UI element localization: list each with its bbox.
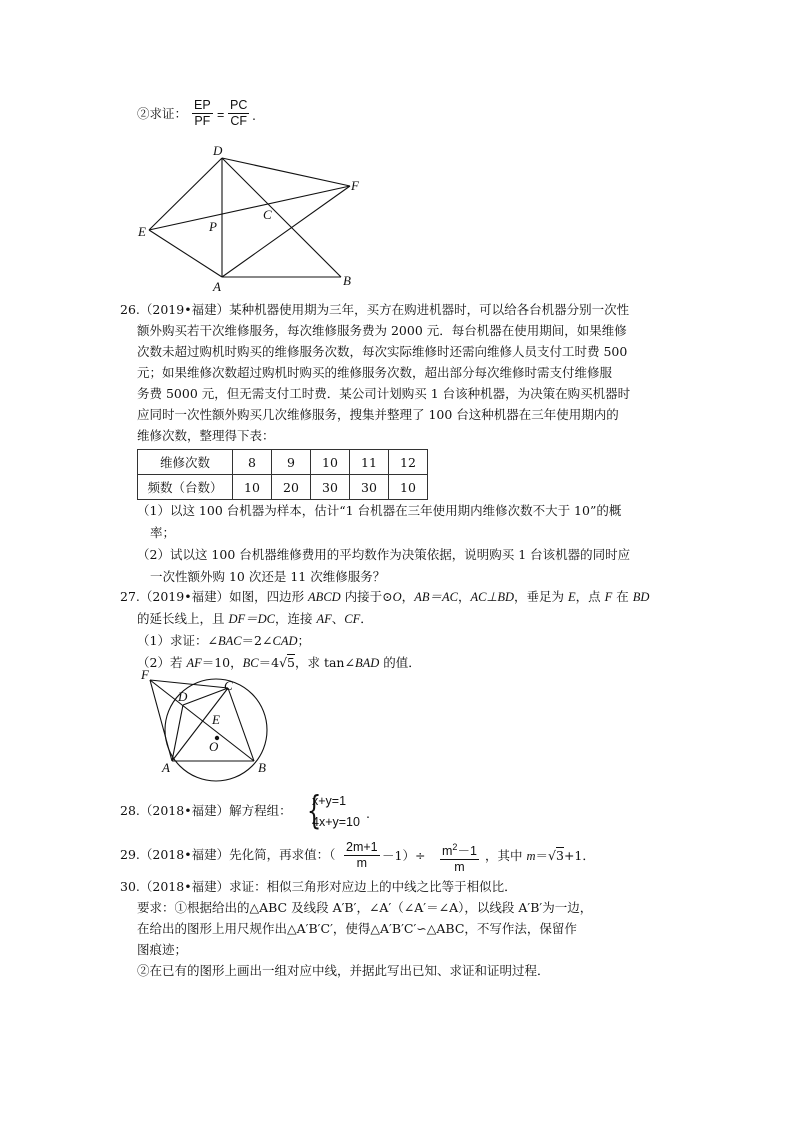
q29-minus-div: －1）÷ bbox=[382, 848, 426, 863]
q28-eq1: x+y=1 bbox=[312, 794, 347, 808]
q27-af: AF bbox=[186, 656, 202, 670]
q29-radicand: 3 bbox=[556, 848, 564, 863]
q30-title: 30.（2018•福建）求证：相似三角形对应边上的中线之比等于相似比． bbox=[120, 879, 517, 894]
q27-af: AF bbox=[316, 612, 332, 626]
q27-text: （2）若 bbox=[137, 655, 187, 670]
q29-equals: ＝ bbox=[535, 848, 549, 863]
table-cell: 30 bbox=[350, 475, 389, 500]
q29-frac1-den: m bbox=[356, 856, 368, 870]
table-cell: 12 bbox=[389, 450, 428, 475]
table-cell: 30 bbox=[311, 475, 350, 500]
q27-text: ＝2∠ bbox=[241, 633, 273, 648]
q27-abcd: ABCD bbox=[308, 590, 341, 604]
q27-o: O bbox=[392, 590, 402, 604]
q27-radicand: 5 bbox=[287, 655, 295, 670]
label-e: E bbox=[212, 712, 220, 727]
sqrt-symbol: √ bbox=[548, 848, 556, 863]
q29-fraction-1 bbox=[344, 840, 380, 871]
q27-f: F bbox=[604, 590, 613, 604]
line-fa bbox=[150, 680, 172, 761]
q29-m: m bbox=[442, 844, 453, 859]
q25-frac1-den: PF bbox=[194, 114, 211, 128]
q27-df-eq-dc: DF＝DC bbox=[228, 612, 276, 626]
label-f: F bbox=[351, 178, 359, 193]
q27-cad: CAD bbox=[272, 634, 298, 648]
q26-sub1-b: 率； bbox=[150, 525, 176, 540]
line-da bbox=[172, 705, 183, 761]
q27-text: 的延长线上，且 bbox=[137, 611, 229, 626]
label-b: B bbox=[343, 273, 351, 288]
q29-minus-one: －1 bbox=[457, 844, 477, 859]
q29-frac2-num bbox=[440, 840, 479, 860]
label-a: A bbox=[162, 760, 170, 775]
q27-ab-eq-ac: AB＝AC bbox=[414, 590, 458, 604]
q27-text: ， bbox=[401, 589, 415, 604]
q30-req-1: 要求：①根据给出的△ABC 及线段 A′B′，∠A′（∠A′＝∠A），以线段 A′B′为一边， bbox=[137, 900, 593, 915]
label-a: A bbox=[213, 279, 221, 294]
q25-frac2-den: CF bbox=[230, 114, 248, 128]
label-e: E bbox=[138, 224, 146, 239]
label-c: C bbox=[263, 207, 272, 222]
q27-cf: CF bbox=[344, 612, 361, 626]
q27-bc: BC bbox=[242, 656, 259, 670]
q28-text: 28.（2018•福建）解方程组： bbox=[120, 803, 292, 818]
q26-line-5: 务费 5000 元，但无需支付工时费．某公司计划购买 1 台该种机器，为决策在购买机器时 bbox=[137, 386, 631, 401]
q27-bd: BD bbox=[632, 590, 650, 604]
q26-sub2-b: 一次性额外购 10 次还是 11 次维修服务？ bbox=[150, 569, 386, 584]
q30-req-3: 图痕迹； bbox=[137, 942, 188, 957]
table-cell: 20 bbox=[272, 475, 311, 500]
q27-text: ； bbox=[297, 633, 310, 648]
q26-line-3: 次数未超过购机时购买的维修服务次数，每次实际维修时还需向维修人员支付工时费 500 bbox=[137, 344, 628, 359]
q29-exp: 2 bbox=[452, 842, 458, 852]
q25-equals: = bbox=[217, 108, 225, 122]
table-cell: 8 bbox=[233, 450, 272, 475]
q29-text: 29.（2018•福建）先化简，再求值：（ bbox=[120, 847, 336, 862]
table-cell: 10 bbox=[311, 450, 350, 475]
q26-sub1-a: （1）以这 100 台机器为样本，估计“1 台机器在三年使用期内维修次数不大于 10”的概 bbox=[137, 503, 622, 518]
table-cell: 9 bbox=[272, 450, 311, 475]
q26-sub2-a: （2）试以这 100 台机器维修费用的平均数作为决策依据，说明购买 1 台该机器的同时应 bbox=[137, 547, 631, 562]
q27-text: （1）求证：∠ bbox=[137, 633, 218, 648]
q27-text: ，求 tan∠ bbox=[294, 655, 355, 670]
label-c: C bbox=[224, 678, 233, 693]
q27-text: ，点 bbox=[575, 589, 605, 604]
q29-fraction-2 bbox=[440, 840, 479, 875]
q27-ac-perp-bd: AC⊥BD bbox=[470, 590, 514, 604]
q27-text: ． bbox=[360, 611, 373, 626]
q27-e: E bbox=[567, 590, 576, 604]
table-head-frequency: 频数（台数） bbox=[138, 475, 233, 500]
label-d: D bbox=[213, 143, 223, 158]
q27-text: 、 bbox=[331, 611, 345, 626]
sqrt-symbol: √ bbox=[279, 655, 288, 670]
q27-text: 的值． bbox=[379, 655, 421, 670]
q30-req-2: 在给出的图形上用尺规作出△A′B′C′，使得△A′B′C′∽△ABC，不写作法，保留作 bbox=[137, 921, 577, 936]
label-o: O bbox=[209, 739, 219, 754]
q26-line-1: 26.（2019•福建）某种机器使用期为三年，买方在购进机器时，可以给各台机器分别一次性 bbox=[120, 302, 630, 317]
table-cell: 10 bbox=[389, 475, 428, 500]
label-b: B bbox=[258, 760, 266, 775]
q27-text: ＝10， bbox=[201, 655, 243, 670]
q29-where bbox=[485, 848, 595, 864]
q27-bac: BAC bbox=[217, 634, 242, 648]
q25-frac2-num: PC bbox=[230, 98, 248, 112]
q29-frac1-num: 2m+1 bbox=[346, 840, 378, 854]
q27-bad: BAD bbox=[354, 656, 380, 670]
q27-text: 27.（2019•福建）如图，四边形 bbox=[120, 589, 309, 604]
q26-line-4: 元；如果维修次数超过购机时购买的维修服务次数，超出部分每次维修时需支付维修服 bbox=[137, 365, 613, 380]
label-p: P bbox=[209, 219, 217, 234]
q27-text: ， bbox=[457, 589, 471, 604]
q26-line-6: 应同时一次性额外购买几次维修服务，搜集并整理了 100 台这种机器在三年使用期内的 bbox=[137, 407, 619, 422]
q26-line-7-visible: 维修次数，整理得下表： bbox=[137, 428, 275, 443]
table-head-repairs: 维修次数 bbox=[138, 450, 233, 475]
q28-brace: { bbox=[306, 788, 322, 832]
q25-period: . bbox=[252, 108, 256, 123]
q29-frac2-den: m bbox=[454, 860, 465, 875]
q25-part2-prefix: ②求证： bbox=[137, 106, 188, 121]
label-f: F bbox=[141, 667, 149, 682]
q27-text: 内接于⊙ bbox=[340, 589, 393, 604]
q29-tail: +1． bbox=[563, 848, 595, 863]
label-d: D bbox=[178, 689, 188, 704]
q27-text: ，连接 bbox=[275, 611, 317, 626]
table-cell: 10 bbox=[233, 475, 272, 500]
q25-frac1-num: EP bbox=[194, 98, 211, 112]
q26-line-2: 额外购买若干次维修服务，每次维修服务费为 2000 元．每台机器在使用期间，如果维修 bbox=[137, 323, 627, 338]
q29-var-m: m bbox=[526, 849, 536, 863]
q27-text: 在 bbox=[612, 589, 633, 604]
q27-text: ＝4 bbox=[258, 655, 280, 670]
q27-text: ，垂足为 bbox=[513, 589, 568, 604]
q28-period: . bbox=[366, 806, 370, 821]
q28-eq2: 4x+y=10 bbox=[312, 815, 360, 829]
q30-req-4: ②在已有的图形上画出一组对应中线，并据此写出已知、求证和证明过程． bbox=[137, 963, 550, 978]
q29-text: ，其中 bbox=[485, 848, 527, 863]
table-cell: 11 bbox=[350, 450, 389, 475]
line-cb bbox=[228, 688, 254, 761]
